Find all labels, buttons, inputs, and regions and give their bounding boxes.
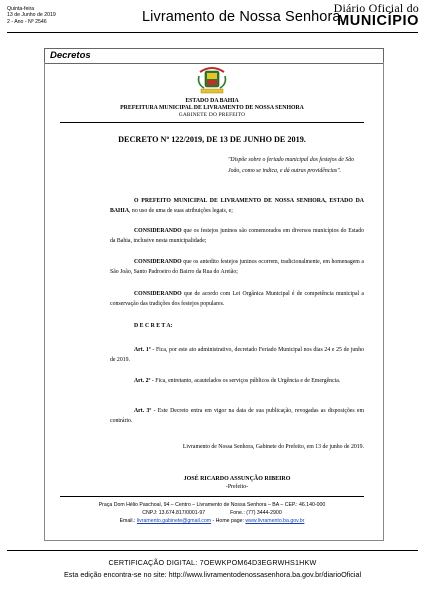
signer-role: -Prefeito- (225, 484, 249, 490)
footer-address: Praça Dom Hélio Paschoal, 94 – Centro – Livramento de Nossa Senhora – BA – CEP.: 46.140-000 (98, 502, 326, 508)
edition-weekday: Quinta-feira (7, 6, 35, 12)
section-label: Decretos (50, 50, 91, 61)
logo-line-2: MUNICÍPIO (337, 13, 419, 29)
article-2 (110, 376, 364, 386)
header-divider (7, 32, 418, 33)
decreta-heading: D E C R E T A: (134, 323, 173, 329)
edition-info (7, 6, 56, 25)
art2-rest: - Fica, entretanto, acautelados os serviços públicos de Urgência e de Emergência. (150, 378, 341, 384)
edition-date: 13 de Junho de 2019 (7, 12, 56, 19)
considerando-1 (110, 226, 364, 246)
cons3-rest: que de acordo com Lei Orgânica Municipal é de competência municipal a conservação das tradições dos festejos populares. (110, 291, 364, 308)
preamble-bold: O PREFEITO MUNICIPAL DE LIVRAMENTO DE NOSSA SENHORA, ESTADO DA BAHIA (110, 198, 364, 215)
edition-site-notice: Esta edição encontra-se no site: http://www.livramentodenossasenhora.ba.gov.br/diarioOficial (63, 570, 362, 579)
footer-home-label: - Home page: (212, 518, 244, 524)
decree-preamble (110, 196, 364, 216)
state-name: ESTADO DA BAHIA (185, 98, 239, 104)
diario-oficial-logo (314, 2, 419, 28)
prefeitura-name: PREFEITURA MUNICIPAL DE LIVRAMENTO DE NOSSA SENHORA (120, 105, 304, 111)
footer-email-link[interactable]: livramento.gabinete@gmail.com (136, 518, 212, 524)
considerando-3 (110, 289, 364, 309)
art2-bold: Art. 2º (134, 378, 151, 384)
footer-web (60, 518, 364, 524)
bottom-divider (7, 550, 418, 551)
decree-ementa: "Dispõe sobre o feriado municipal dos festejos de São João, como se indica, e dá outras providências". (228, 157, 354, 174)
decree-title: DECRETO Nº 122/2019, DE 13 DE JUNHO DE 2019. (118, 135, 306, 144)
cons3-bold: CONSIDERANDO (134, 291, 182, 297)
logo-line-1: Diário Oficial do (333, 1, 419, 15)
article-1 (110, 345, 364, 365)
footer-phone: Fone.: (77) 3444-2900 (230, 510, 282, 516)
digital-certification: CERTIFICAÇÃO DIGITAL: 7OEWKPOM64D3EGRWHS1HKW (108, 558, 317, 567)
cons2-rest: que os antedito festejos juninos ocorrem, tradicionalmente, em homenagem a São João, Santo Padroeiro do Bairro da Rua do Areião; (110, 259, 364, 276)
art1-bold: Art. 1º (134, 347, 151, 353)
gabinete-name: GABINETE DO PREFEITO (178, 112, 246, 118)
preamble-rest: , no uso de uma de suas atribuições legais, e; (129, 208, 233, 215)
cons2-bold: CONSIDERANDO (134, 259, 182, 265)
footer-email-label: Email.: (119, 518, 136, 524)
art1-rest: - Fica, por este ato administrativo, decretado Feriado Municipal nos dias 24 e 25 de junho de 2019. (110, 347, 364, 364)
institution-divider (60, 122, 364, 123)
article-3 (110, 406, 364, 426)
considerando-2 (110, 257, 364, 277)
footer-contacts (60, 510, 364, 516)
signer-name: JOSÉ RICARDO ASSUNÇÃO RIBEIRO (183, 476, 291, 482)
municipality-title: Livramento de Nossa Senhora (142, 9, 341, 25)
edition-number: 2 - Ano - Nº 2546 (7, 18, 47, 25)
place-and-date: Livramento de Nossa Senhora, Gabinete do Prefeito, em 13 de junho de 2019. (182, 444, 364, 450)
art3-rest: - Este Decreto entra em vigor na data de sua publicação, revogadas as disposições em contrário. (110, 408, 364, 425)
footer-cnpj: CNPJ: 13.674.817/0001-97 (142, 510, 206, 516)
art3-bold: Art. 3º (134, 408, 152, 414)
cons1-bold: CONSIDERANDO (134, 228, 182, 234)
footer-divider (60, 496, 364, 497)
cons1-rest: que os festejos juninos são comemorados em diversos municípios do Estado da Bahia, inclusive nesta municipalidade; (110, 228, 364, 245)
footer-home-link[interactable]: www.livramento.ba.gov.br (245, 518, 305, 524)
municipal-coat-of-arms-icon (196, 62, 228, 96)
